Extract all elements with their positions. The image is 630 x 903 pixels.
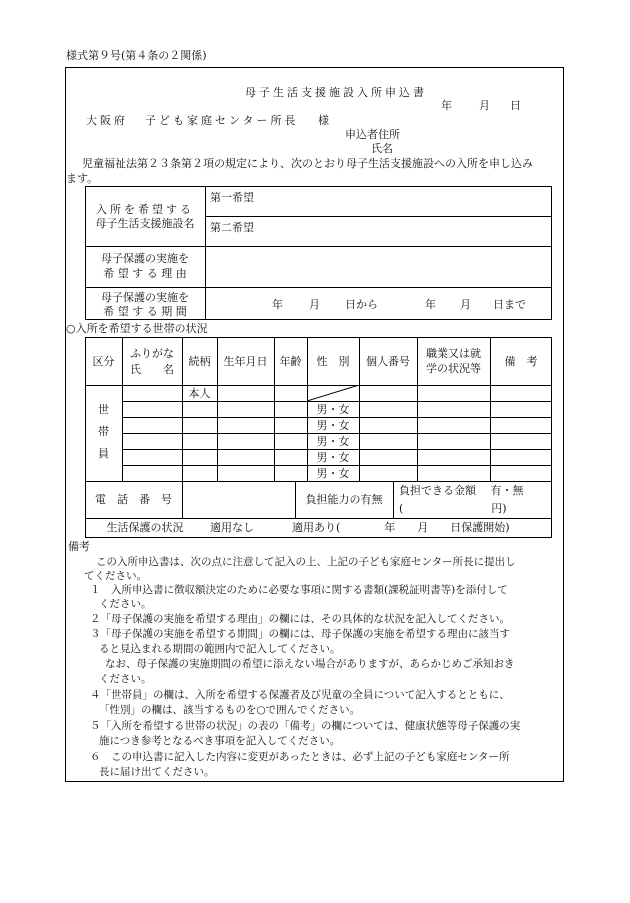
sex-option: 男・女: [316, 435, 350, 448]
note-line: ５「入所を希望する世帯の状況」の表の「備考」の欄については、健康状態等母子保護の実: [90, 720, 521, 732]
header-job-1: 職業又は就: [426, 347, 481, 360]
sex-option: 男・女: [316, 403, 350, 416]
note-line: ４「世帯員」の欄は、入所を希望する保護者及び児童の全員について記入するとともに、: [90, 689, 510, 701]
header-mynumber: 個人番号: [366, 355, 410, 368]
welfare-applied: 適用あり( 年 月 日保護開始): [292, 521, 510, 534]
note-line: 「性別」の欄は、該当するものを○で囲んでください。: [99, 704, 361, 716]
facility-label-1: 入所を希望する: [96, 203, 194, 216]
sex-option: 男・女: [316, 451, 350, 464]
header-birth: 生年月日: [223, 355, 268, 368]
facility-second-choice: 第二希望: [210, 221, 254, 234]
applicant-name-label: 氏名: [371, 142, 393, 155]
facility-first-choice: 第一希望: [210, 191, 254, 204]
header-name: 氏 名: [130, 363, 174, 376]
phone-label: 電 話 番 号: [95, 493, 172, 506]
header-relation: 続柄: [188, 355, 211, 368]
side-label-1: 世: [98, 403, 109, 416]
reason-label-2: 希 望 す る 理 由: [103, 267, 187, 280]
period-to-year: 年: [425, 298, 436, 311]
reason-label-1: 母子保護の実施を: [101, 252, 189, 265]
intro-line-1: 児童福祉法第２３条第２項の規定により、次のとおり母子生活支援施設への入所を申し込み: [82, 157, 533, 170]
note-line: ください。: [99, 673, 152, 685]
header-kubun: 区分: [92, 355, 115, 368]
addressee-prefecture: 大阪府: [86, 114, 128, 127]
sex-option: 男・女: [316, 419, 350, 432]
note-line: この入所申込書は、次の点に注意して記入の上、上記の子ども家庭センター所長に提出し: [96, 556, 516, 568]
period-from-month: 月: [309, 298, 320, 311]
date-month: 月: [479, 99, 490, 112]
facility-label-2: 母子生活支援施設名: [95, 217, 195, 230]
notes-title: 備考: [68, 540, 90, 553]
ability-amount-label: 負担できる金額 有・無: [399, 484, 524, 497]
period-from-year: 年: [272, 298, 283, 311]
addressee-office: 子ども家庭センター所長: [145, 114, 299, 127]
welfare-none: 適用なし: [210, 521, 254, 534]
note-line: ください。: [99, 598, 152, 610]
note-line: 施につき参考となるべき事項を記入してください。: [99, 735, 341, 747]
period-label-2: 希 望 す る 期 間: [103, 305, 187, 318]
form-number: 様式第９号(第４条の２関係): [66, 49, 207, 62]
period-label-1: 母子保護の実施を: [101, 291, 189, 304]
note-line: てください。: [84, 570, 147, 582]
header-furigana: ふりがな: [130, 347, 174, 360]
note-line: なお、母子保護の実施期間の希望に添えない場合がありますが、あらかじめご承知おき: [105, 658, 515, 670]
side-label-3: 員: [98, 447, 109, 460]
header-age: 年齢: [279, 355, 302, 368]
date-day: 日: [510, 99, 521, 112]
form-title: 母子生活支援施設入所申込書: [245, 86, 427, 99]
household-heading: ○入所を希望する世帯の状況: [66, 322, 208, 335]
header-job-2: 学の状況等: [426, 362, 481, 375]
header-remarks: 備 考: [504, 355, 538, 368]
sex-option: 男・女: [316, 467, 350, 480]
period-to-month: 月: [460, 298, 471, 311]
intro-line-2: ます。: [66, 172, 99, 185]
relation-self: 本人: [188, 387, 211, 400]
note-line: １ 入所申込書に徴収額決定のために必要な事項に関する書類(課税証明書等)を添付して: [90, 584, 508, 596]
note-line: ３「母子保護の実施を希望する期間」の欄には、母子保護の実施を希望する理由に該当す: [90, 628, 510, 640]
sex-diagonal-line: [307, 385, 359, 401]
period-to-day: 日まで: [493, 298, 526, 311]
applicant-address-label: 申込者住所: [345, 128, 400, 141]
date-year: 年: [441, 99, 452, 112]
note-line: ６ この申込書に記入した内容に変更があったときは、必ず上記の子ども家庭センター所: [90, 751, 510, 763]
note-line: ２「母子保護の実施を希望する理由」の欄には、その具体的な状況を記入してください。: [90, 613, 510, 625]
note-line: 長に届け出てください。: [99, 766, 215, 778]
ability-yen: ( 円): [399, 502, 507, 515]
addressee-sama: 様: [318, 114, 329, 127]
welfare-label: 生活保護の状況: [106, 521, 184, 534]
side-label-2: 帯: [98, 425, 109, 438]
ability-label: 負担能力の有無: [305, 493, 383, 506]
header-sex: 性 別: [316, 355, 350, 368]
period-from-day: 日から: [345, 298, 378, 311]
note-line: ると見込まれる期間の範囲内で記入してください。: [99, 643, 341, 655]
